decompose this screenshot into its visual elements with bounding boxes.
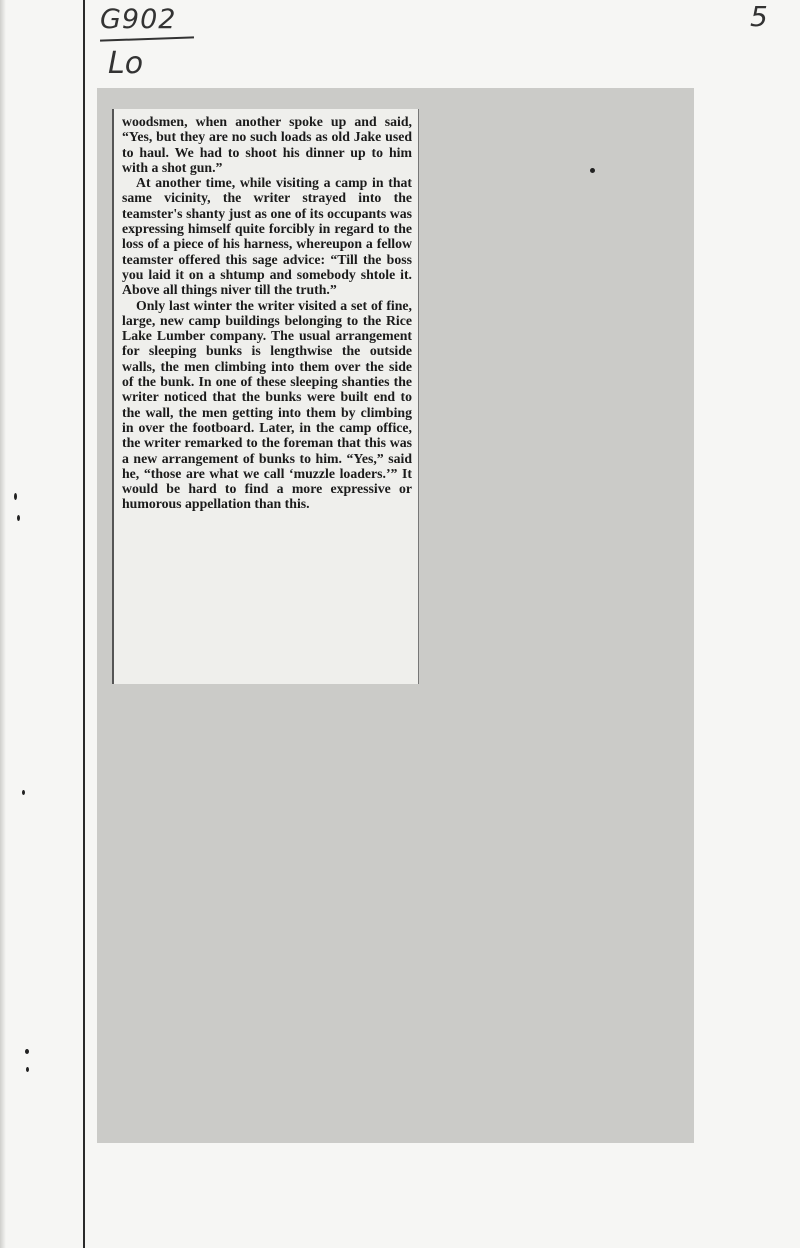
page-number-mark: 5 (750, 0, 768, 33)
newspaper-clipping (112, 109, 419, 684)
ink-speck (25, 1049, 29, 1054)
clipping-text (122, 114, 412, 512)
ink-speck (590, 168, 595, 173)
handwritten-mark: Lo (108, 46, 144, 81)
page-edge-shadow (0, 0, 6, 1248)
clipping-paragraph: Only last winter the writer visited a set of fine, large, new camp buildings belonging to the Rice Lake Lumber company. The usual arrangement for sleeping bunks is lengthwise the outside walls, the men climbing into them over the side of the bunk. In one of these sleeping shanties the writer noticed that the bunks were built end to the wall, the men getting into them by climbing in over the footboard. Later, in the camp office, the writer remarked to the foreman that this was a new arrangement of bunks to him. “Yes,” said he, “those are what we call ‘muzzle loaders.’” It would be hard to find a more expressive or humorous appellation than this. (122, 297, 412, 512)
ink-speck (17, 515, 20, 521)
ink-speck (26, 1067, 29, 1072)
clipping-paragraph: At another time, while visiting a camp in that same vicinity, the writer strayed into the teamster's shanty just as one of its occupants was expressing himself quite forcibly in regard to the loss of a piece of his harness, whereupon a fellow teamster offered this sage advice: “Till the boss you laid it on a shtump and somebody shtole it. Above all things niver till the truth.” (122, 175, 412, 298)
ink-speck (14, 493, 17, 500)
catalog-number-underline (100, 36, 194, 41)
clipping-paragraph: woodsmen, when another spoke up and said, “Yes, but they are no such loads as old Jake used to haul. We had to shoot his dinner up to him with a shot gun.” (122, 114, 412, 175)
binding-margin-line (83, 0, 85, 1248)
ink-speck (22, 790, 25, 795)
catalog-number-mark: G902 (100, 4, 177, 35)
